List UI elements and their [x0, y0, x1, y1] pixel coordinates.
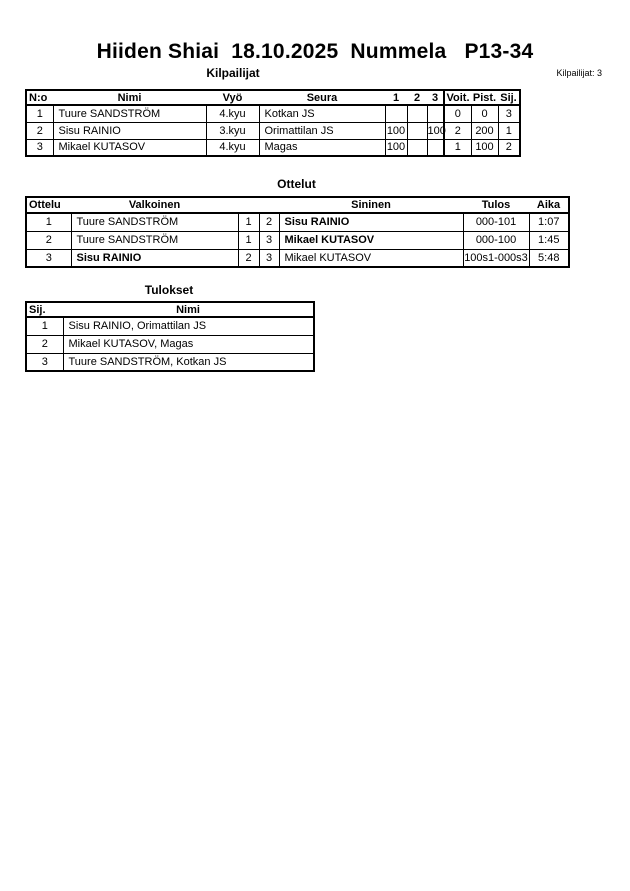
col-header-match3: 3 — [427, 90, 444, 105]
kilpailijat-row — [26, 139, 520, 156]
tulokset-row — [26, 335, 314, 353]
col-header-ottelu: Ottelu — [26, 197, 71, 213]
cell-sij: 2 — [498, 139, 520, 156]
col-header-seura: Seura — [259, 90, 385, 105]
tulokset-header-row — [26, 302, 314, 317]
cell-no: 1 — [26, 105, 53, 122]
cell-sininen: Mikael KUTASOV — [279, 249, 463, 267]
kilpailijat-row — [26, 122, 520, 139]
cell-voit: 0 — [444, 105, 471, 122]
cell-match1: 100 — [385, 122, 407, 139]
cell-valkoinen: Sisu RAINIO — [71, 249, 238, 267]
kilpailijat-row — [26, 105, 520, 122]
cell-white-no: 1 — [238, 213, 259, 231]
cell-sij: 1 — [26, 317, 63, 335]
cell-voit: 2 — [444, 122, 471, 139]
col-header-no: N:o — [26, 90, 53, 105]
cell-tulos: 100s1-000s3 — [463, 249, 529, 267]
cell-vyo: 3.kyu — [206, 122, 259, 139]
cell-match1 — [385, 105, 407, 122]
col-header-valkoinen: Valkoinen — [71, 197, 238, 213]
table-tulokset — [25, 301, 315, 372]
col-header-sij: Sij. — [498, 90, 520, 105]
cell-pist: 200 — [471, 122, 498, 139]
cell-white-no: 1 — [238, 231, 259, 249]
ottelut-row — [26, 231, 569, 249]
cell-ottelu: 3 — [26, 249, 71, 267]
col-header-blue-no — [259, 197, 279, 213]
cell-tulos: 000-101 — [463, 213, 529, 231]
cell-tulos: 000-100 — [463, 231, 529, 249]
cell-seura: Kotkan JS — [259, 105, 385, 122]
cell-nimi: Sisu RAINIO, Orimattilan JS — [63, 317, 314, 335]
table-kilpailijat — [25, 89, 521, 157]
cell-aika: 1:07 — [529, 213, 569, 231]
cell-match2 — [407, 105, 427, 122]
cell-sininen: Mikael KUTASOV — [279, 231, 463, 249]
cell-white-no: 2 — [238, 249, 259, 267]
cell-ottelu: 2 — [26, 231, 71, 249]
competitors-count-label: Kilpailijat: 3 — [556, 68, 602, 78]
col-header-nimi: Nimi — [63, 302, 314, 317]
page-title: Hiiden Shiai 18.10.2025 Nummela P13-34 — [96, 40, 534, 63]
cell-seura: Magas — [259, 139, 385, 156]
col-header-tulos: Tulos — [463, 197, 529, 213]
cell-nimi: Sisu RAINIO — [53, 122, 206, 139]
col-header-sij: Sij. — [26, 302, 63, 317]
cell-vyo: 4.kyu — [206, 139, 259, 156]
cell-sininen: Sisu RAINIO — [279, 213, 463, 231]
col-header-match2: 2 — [407, 90, 427, 105]
section-title-kilpailijat: Kilpailijat — [206, 66, 260, 80]
cell-blue-no: 3 — [259, 249, 279, 267]
col-header-sininen: Sininen — [279, 197, 463, 213]
cell-sij: 3 — [498, 105, 520, 122]
cell-match3: 100 — [427, 122, 444, 139]
cell-blue-no: 2 — [259, 213, 279, 231]
section-title-ottelut: Ottelut — [277, 177, 316, 191]
ottelut-row — [26, 213, 569, 231]
cell-nimi: Mikael KUTASOV, Magas — [63, 335, 314, 353]
cell-sij: 3 — [26, 353, 63, 371]
cell-voit: 1 — [444, 139, 471, 156]
kilpailijat-header-row — [26, 90, 520, 105]
col-header-vyo: Vyö — [206, 90, 259, 105]
ottelut-header-row — [26, 197, 569, 213]
cell-no: 3 — [26, 139, 53, 156]
cell-match3 — [427, 139, 444, 156]
tulokset-row — [26, 317, 314, 335]
cell-match2 — [407, 139, 427, 156]
col-header-nimi: Nimi — [53, 90, 206, 105]
cell-match2 — [407, 122, 427, 139]
cell-vyo: 4.kyu — [206, 105, 259, 122]
cell-valkoinen: Tuure SANDSTRÖM — [71, 213, 238, 231]
col-header-match1: 1 — [385, 90, 407, 105]
cell-seura: Orimattilan JS — [259, 122, 385, 139]
cell-nimi: Tuure SANDSTRÖM, Kotkan JS — [63, 353, 314, 371]
cell-nimi: Tuure SANDSTRÖM — [53, 105, 206, 122]
cell-sij: 2 — [26, 335, 63, 353]
cell-pist: 100 — [471, 139, 498, 156]
cell-match1: 100 — [385, 139, 407, 156]
cell-blue-no: 3 — [259, 231, 279, 249]
tulokset-row — [26, 353, 314, 371]
col-header-voit: Voit. — [444, 90, 471, 105]
cell-sij: 1 — [498, 122, 520, 139]
col-header-white-no — [238, 197, 259, 213]
ottelut-row — [26, 249, 569, 267]
cell-valkoinen: Tuure SANDSTRÖM — [71, 231, 238, 249]
section-title-tulokset: Tulokset — [144, 283, 194, 297]
cell-aika: 5:48 — [529, 249, 569, 267]
cell-aika: 1:45 — [529, 231, 569, 249]
col-header-pist: Pist. — [472, 91, 497, 104]
cell-nimi: Mikael KUTASOV — [53, 139, 206, 156]
cell-match3 — [427, 105, 444, 122]
cell-no: 2 — [26, 122, 53, 139]
table-ottelut — [25, 196, 570, 268]
col-header-aika: Aika — [529, 197, 569, 213]
cell-pist: 0 — [471, 105, 498, 122]
cell-ottelu: 1 — [26, 213, 71, 231]
